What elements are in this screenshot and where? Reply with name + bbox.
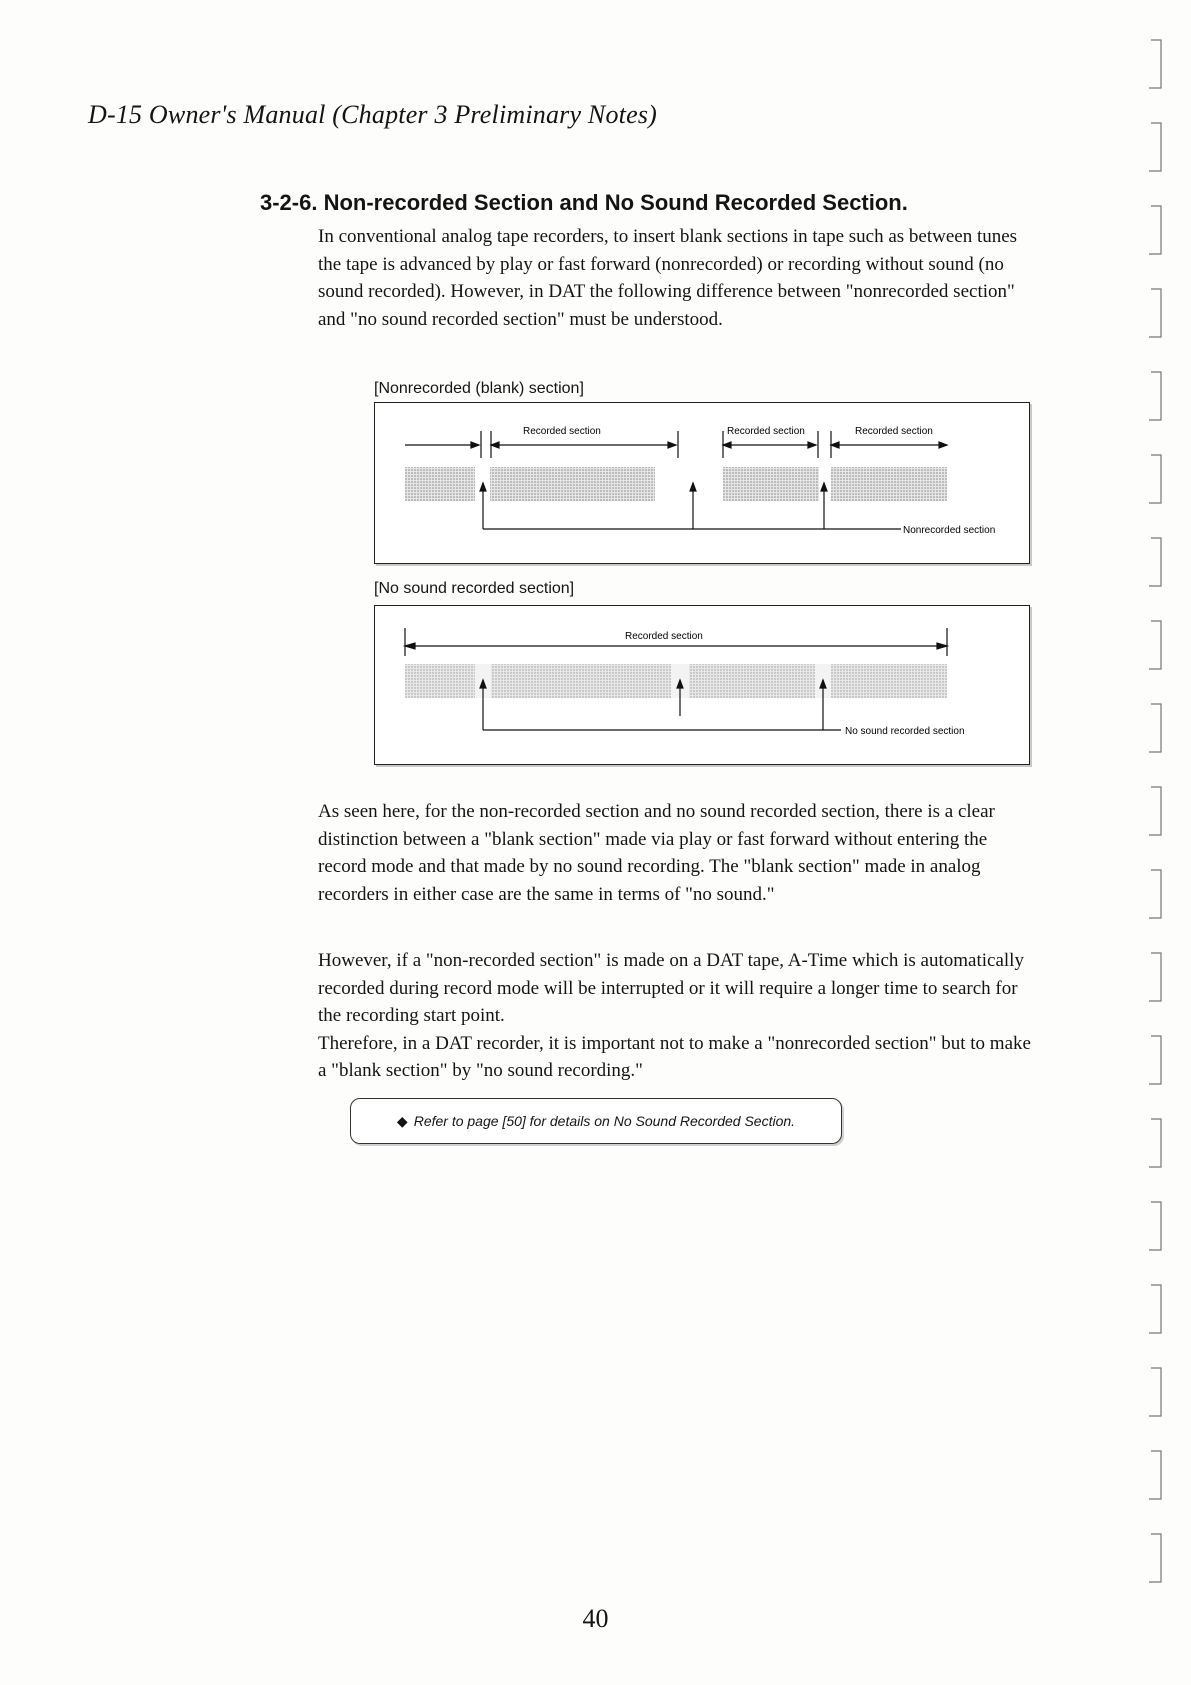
binding-hole-mark: [1149, 1202, 1161, 1250]
binding-hole-mark: [1149, 123, 1161, 171]
reference-note-box: [350, 1098, 842, 1144]
binding-hole-mark: [1149, 455, 1161, 503]
body-paragraph-2: [318, 947, 1038, 1085]
body-paragraph-2b-text: Therefore, in a DAT recorder, it is important not to make a "nonrecorded section" but to make a "blank section" by "no sound recording.": [318, 1032, 1031, 1081]
binding-hole-mark: [1149, 1451, 1161, 1499]
binding-hole-mark: [1149, 538, 1161, 586]
figure1-recorded-label-1: Recorded section: [523, 426, 601, 437]
binding-hole-mark: [1149, 1285, 1161, 1333]
binding-hole-mark: [1149, 1036, 1161, 1084]
binding-hole-mark: [1149, 372, 1161, 420]
figure1-recorded-label-3: Recorded section: [855, 426, 933, 437]
figure2-no-sound-label: No sound recorded section: [845, 726, 965, 737]
page-number: 40: [582, 1604, 609, 1633]
binding-hole-mark: [1149, 870, 1161, 918]
figure2-svg: [375, 606, 1029, 764]
tape-recorded-segment: [831, 467, 947, 501]
tape-recorded-segment: [405, 467, 475, 501]
figure1-nonrecorded-label: Nonrecorded section: [903, 525, 996, 536]
binding-hole-mark: [1149, 289, 1161, 337]
binding-hole-mark: [1149, 787, 1161, 835]
figure1-diagram: [374, 402, 1030, 564]
binding-hole-mark: [1149, 1119, 1161, 1167]
figure1-recorded-label-2: Recorded section: [727, 426, 805, 437]
intro-paragraph: [318, 223, 1038, 333]
binding-hole-mark: [1149, 1368, 1161, 1416]
binding-hole-mark: [1149, 206, 1161, 254]
binding-hole-mark: [1149, 1534, 1161, 1582]
figure2-label: [No sound recorded section]: [374, 580, 575, 597]
figure2-diagram: [374, 605, 1030, 765]
intro-paragraph-text: In conventional analog tape recorders, to insert blank sections in tape such as between tunes the tape is advanced by play or fast forward (nonrecorded) or recording without sound (no sound recorded). However, in DAT the following difference between "nonrecorded section" and "no sound recorded section" must be understood.: [318, 226, 1018, 330]
section-heading: 3-2-6. Non-recorded Section and No Sound Recorded Section.: [260, 190, 908, 215]
binding-hole-mark: [1149, 40, 1161, 88]
tape-recorded-segment: [723, 467, 819, 501]
binding-hole-mark: [1149, 621, 1161, 669]
body-paragraph-1: [318, 798, 1038, 908]
tape-recorded-segment: [490, 467, 655, 501]
figure1-label: [Nonrecorded (blank) section]: [374, 380, 584, 397]
figure2-recorded-label: Recorded section: [625, 631, 703, 642]
diamond-bullet-icon: ◆: [396, 1112, 408, 1129]
binding-hole-mark: [1149, 704, 1161, 752]
figure1-svg: [375, 403, 1029, 563]
reference-note-text: Refer to page [50] for details on No Sound Recorded Section.: [413, 1113, 796, 1129]
body-paragraph-1-text: As seen here, for the non-recorded section and no sound recorded section, there is a clear distinction between a "blank section" made via play or fast forward without entering the record mode and that made by no sound recording. The "blank section" made in analog recorders in either case are the same in terms of "no sound.": [318, 801, 995, 905]
binding-marks: [1131, 0, 1191, 1685]
page-header-title: D-15 Owner's Manual (Chapter 3 Preliminary Notes): [88, 100, 658, 129]
binding-hole-mark: [1149, 953, 1161, 1001]
body-paragraph-2a-text: However, if a "non-recorded section" is made on a DAT tape, A-Time which is automatically recorded during record mode will be interrupted or it will require a longer time to search for the recording start point.: [318, 950, 1024, 1026]
